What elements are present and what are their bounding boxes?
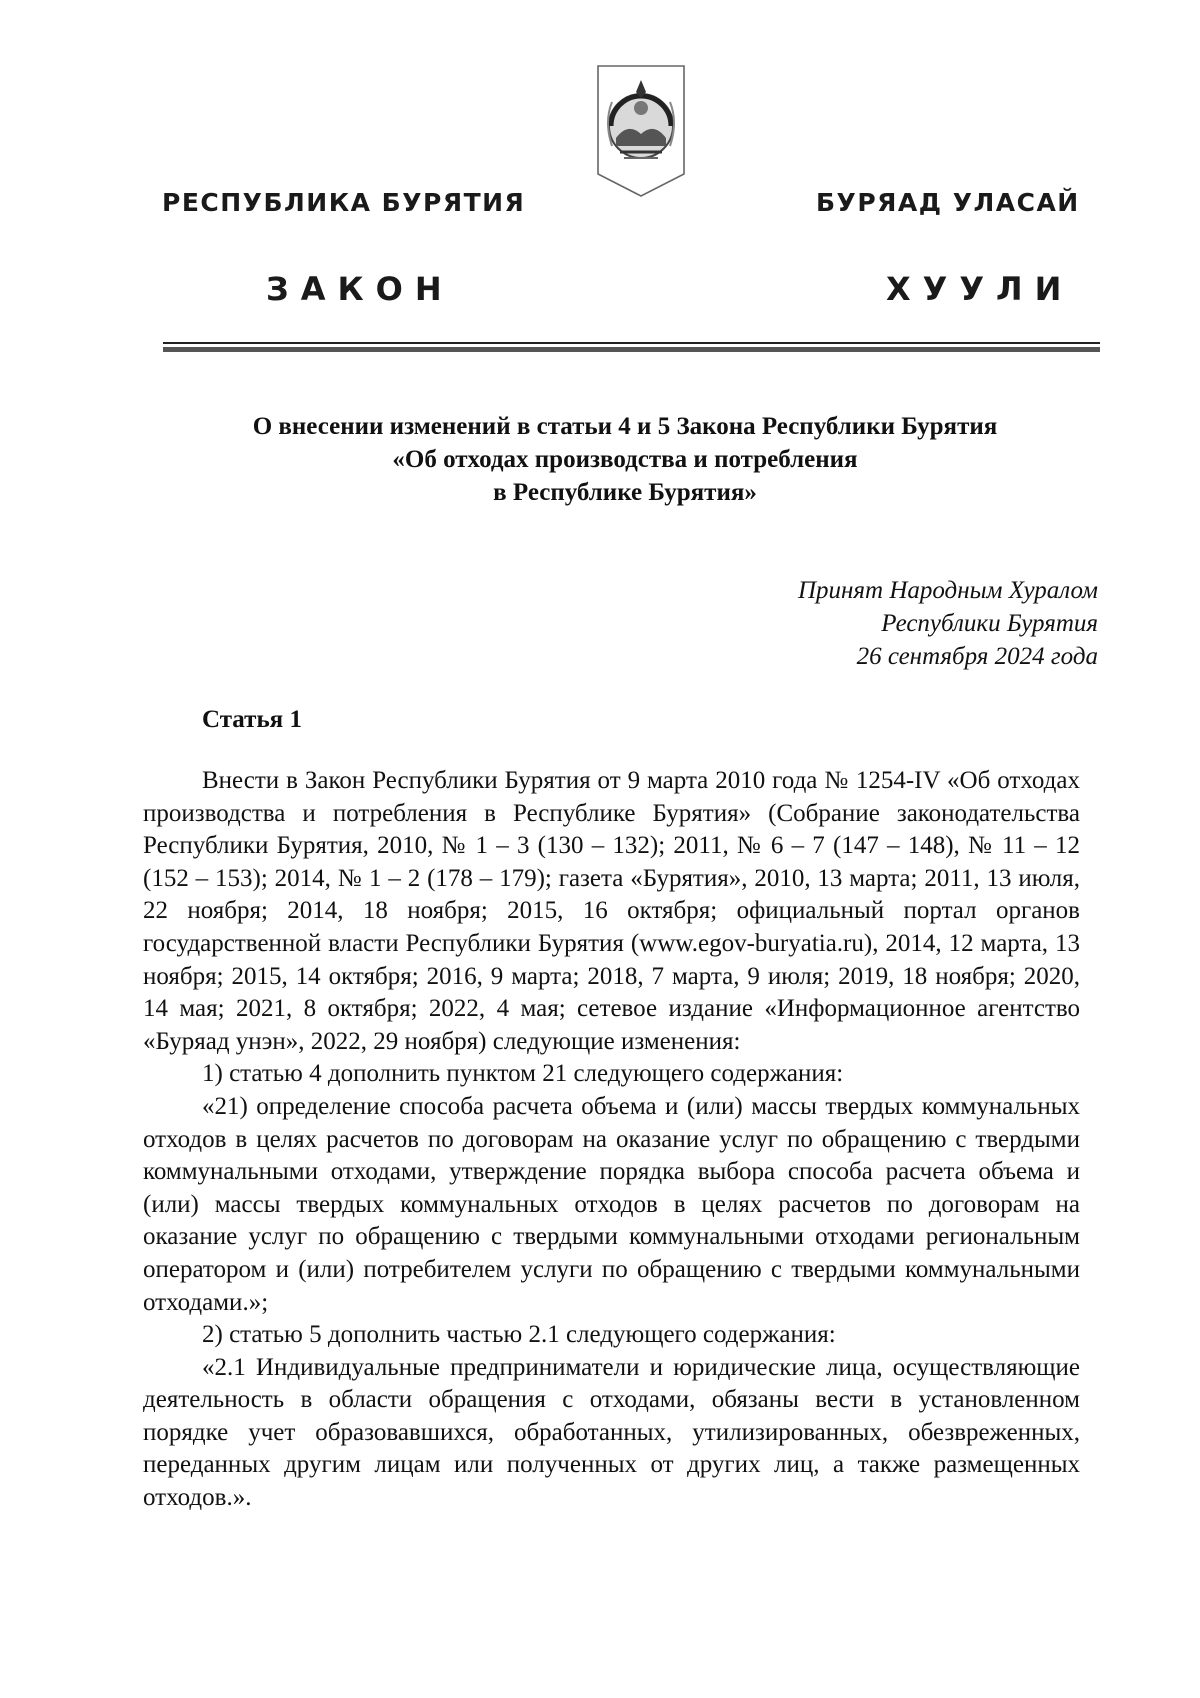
law-title-line: О внесении изменений в статьи 4 и 5 Закона Республики Бурятия: [252, 413, 998, 440]
law-title-line: в Республике Бурятия»: [493, 479, 757, 506]
coat-of-arms-emblem: [594, 62, 688, 200]
doc-type-russian: ЗАКОН: [266, 270, 454, 308]
doc-type-buryat: ХУУЛИ: [886, 270, 1074, 308]
law-title-line: «Об отходах производства и потребления: [392, 446, 858, 473]
header-region-russian: РЕСПУБЛИКА БУРЯТИЯ: [162, 188, 526, 217]
article-paragraph: Внести в Закон Республики Бурятия от 9 марта 2010 года № 1254-IV «Об отходах производства и потребления в Республике Бурятия» (Собрание законодательства Республики Бурятия, 2010, № 1 – 3 (130 – 132); 2011, № 6 – 7 (147 – 148), № 11 – 12 (152 – 153); 2014, № 1 – 2 (178 – 179); газета «Бурятия», 2010, 13 марта; 2011, 13 июля, 22 ноября; 2014, 18 ноября; 2015, 16 октября; официальный портал органов государственной власти Республики Бурятия (www.egov-buryatia.ru), 2014, 12 марта, 13 ноября; 2015, 14 октября; 2016, 9 марта; 2018, 7 марта, 9 июля; 2019, 18 ноября; 2020, 14 мая; 2021, 8 октября; 2022, 4 мая; сетевое издание «Информационное агентство «Буряад унэн», 2022, 29 ноября) следующие изменения:: [143, 767, 1080, 1055]
adoption-note-line: 26 сентября 2024 года: [856, 643, 1098, 670]
header-divider-thick: [163, 347, 1100, 352]
article-paragraph: 1) статью 4 дополнить пунктом 21 следующего содержания:: [202, 1060, 844, 1088]
law-title: [150, 410, 1100, 509]
article-heading: Статья 1: [202, 706, 302, 733]
article-body: [143, 765, 1080, 1515]
adoption-note-line: Принят Народным Хуралом: [797, 577, 1098, 604]
adoption-note-line: Республики Бурятия: [881, 610, 1098, 637]
adoption-note: [798, 574, 1098, 673]
header-divider-thin: [163, 342, 1100, 344]
article-paragraph: «21) определение способа расчета объема и (или) массы твердых коммунальных отходов в целях расчетов по договорам на оказание услуг по обращению с твердыми коммунальными отходами, утверждение порядка выбора способа расчета объема и (или) массы твердых коммунальных отходов в целях расчетов по договорам на оказание услуг по обращению с твердыми коммунальными отходами региональным оператором и (или) потребителем услуги по обращению с твердыми коммунальными отходами.»;: [143, 1092, 1080, 1316]
article-paragraph: «2.1 Индивидуальные предприниматели и юридические лица, осуществляющие деятельность в области обращения с отходами, обязаны вести в установленном порядке учет образовавшихся, обработанных, утилизированных, обезвреженных, переданных другим лицам или полученных от других лиц, а также размещенных отходов.».: [143, 1353, 1080, 1512]
article-paragraph: 2) статью 5 дополнить частью 2.1 следующего содержания:: [202, 1321, 836, 1349]
header-region-buryat: БУРЯАД УЛАСАЙ: [816, 188, 1080, 217]
